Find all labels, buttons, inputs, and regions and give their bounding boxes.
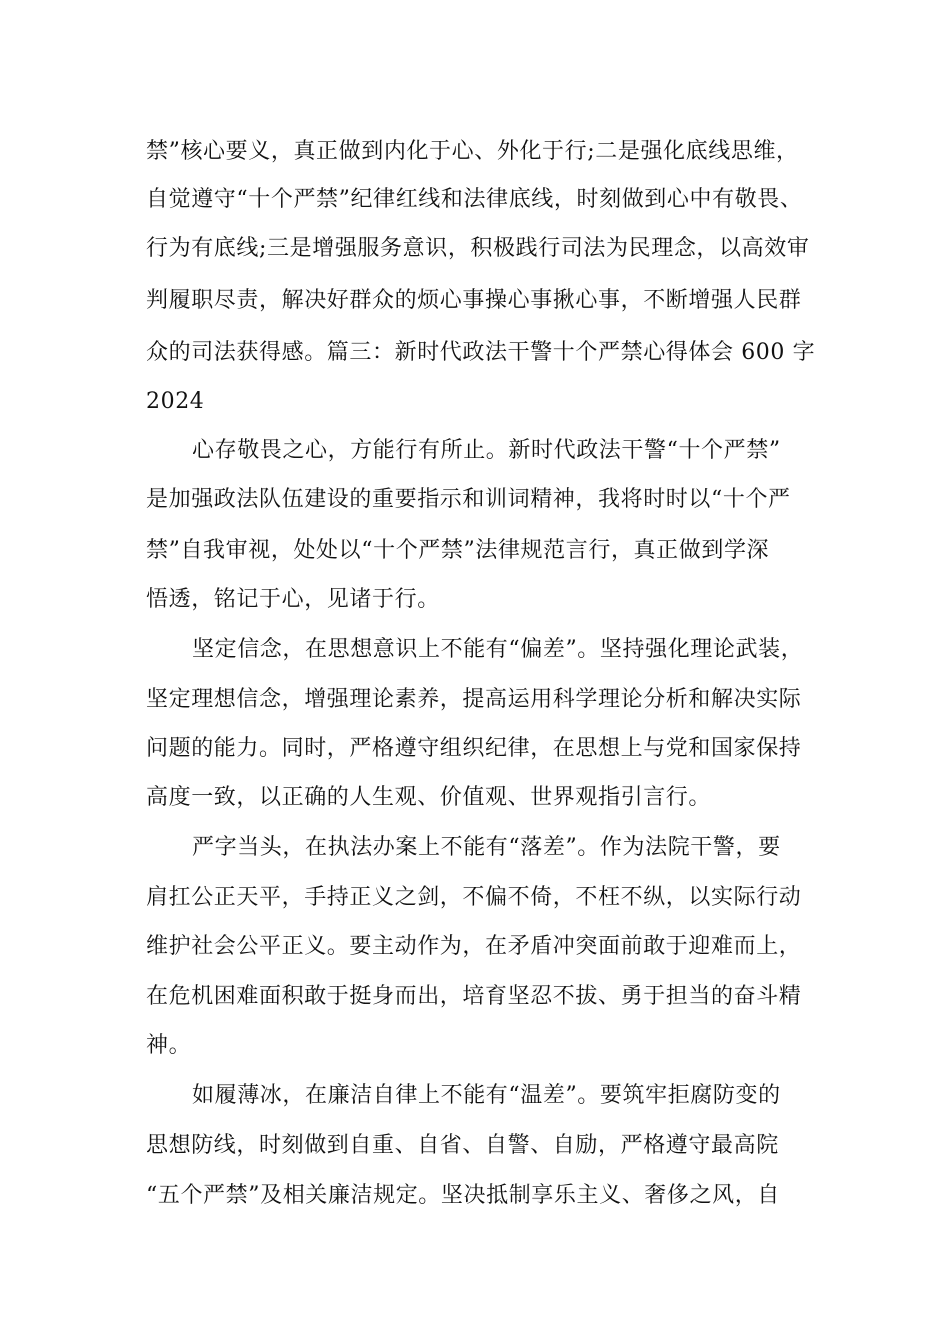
text-line: 禁”核心要义，真正做到内化于心、外化于行;二是强化底线思维， xyxy=(146,139,799,164)
text-line: 肩扛公正天平，手持正义之剑，不偏不倚，不枉不纵，以实际行动 xyxy=(146,885,802,910)
text-line: 行为有底线;三是增强服务意识，积极践行司法为民理念，以高效审 xyxy=(146,236,810,261)
text-line: 众的司法获得感。篇三：新时代政法干警十个严禁心得体会 600 字 xyxy=(146,340,816,365)
paragraph-start-line: 严字当头，在执法办案上不能有“落差”。作为法院干警，要 xyxy=(192,835,781,860)
text-line: 思想防线，时刻做到自重、自省、自警、自励，严格遵守最高院 xyxy=(146,1133,779,1158)
text-line: 自觉遵守“十个严禁”纪律红线和法律底线，时刻做到心中有敬畏、 xyxy=(146,187,803,212)
paragraph-start-line: 如履薄冰，在廉洁自律上不能有“温差”。要筑牢拒腐防变的 xyxy=(192,1083,781,1108)
text-line: 2024 xyxy=(146,389,205,414)
text-line: 判履职尽责，解决好群众的烦心事操心事揪心事，不断增强人民群 xyxy=(146,288,802,313)
text-line: 悟透，铭记于心，见诸于行。 xyxy=(146,587,440,612)
text-line: 在危机困难面积敢于挺身而出，培育坚忍不拔、勇于担当的奋斗精 xyxy=(146,984,802,1009)
paragraph-start-line: 坚定信念，在思想意识上不能有“偏差”。坚持强化理论武装， xyxy=(192,637,804,662)
text-line: 是加强政法队伍建设的重要指示和训词精神，我将时时以“十个严 xyxy=(146,487,791,512)
text-line: “五个严禁”及相关廉洁规定。坚决抵制享乐主义、奢侈之风，自 xyxy=(146,1183,780,1208)
text-line: 维护社会公平正义。要主动作为，在矛盾冲突面前敢于迎难而上， xyxy=(146,934,802,959)
paragraph-start-line: 心存敬畏之心，方能行有所止。新时代政法干警“十个严禁” xyxy=(192,438,781,463)
text-line: 神。 xyxy=(146,1033,192,1058)
text-line: 问题的能力。同时，严格遵守组织纪律，在思想上与党和国家保持 xyxy=(146,736,802,761)
text-line: 高度一致，以正确的人生观、价值观、世界观指引言行。 xyxy=(146,785,712,810)
text-line: 坚定理想信念，增强理论素养，提高运用科学理论分析和解决实际 xyxy=(146,687,802,712)
text-line: 禁”自我审视，处处以“十个严禁”法律规范言行，真正做到学深 xyxy=(146,538,770,563)
